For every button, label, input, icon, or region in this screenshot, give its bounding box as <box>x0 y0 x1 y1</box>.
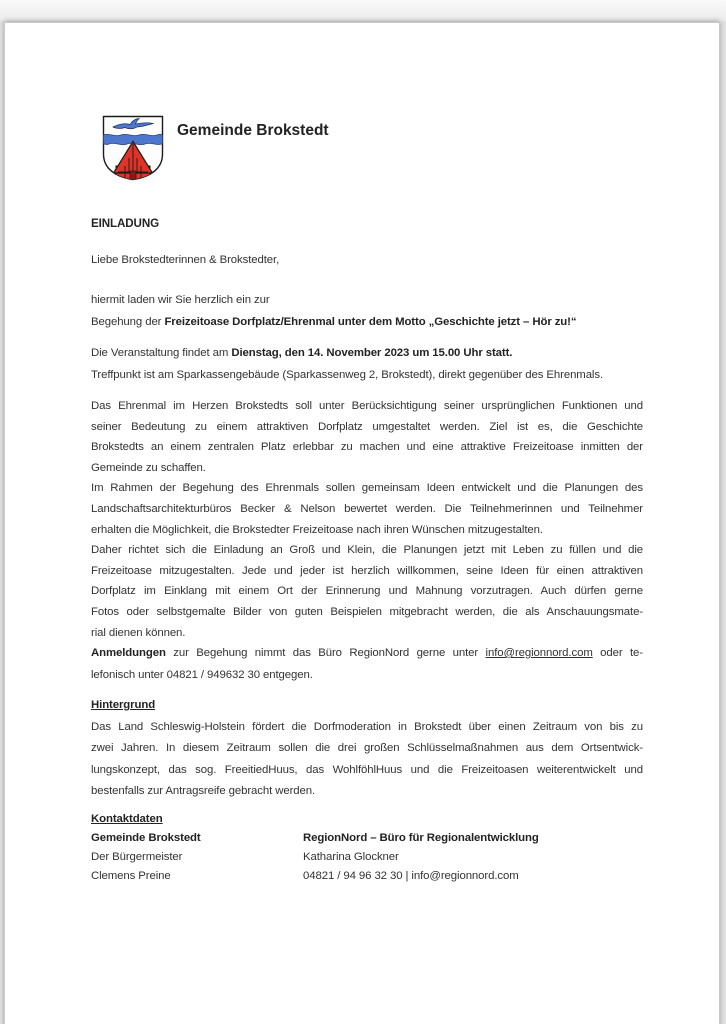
body-line: Brokstedts an einem zentralen Platz erlebbar zu machen und eine attraktive Freizeitoase inmitten der <box>91 441 643 454</box>
registration-line-1 <box>91 643 643 665</box>
body-line: erhalten die Möglichkeit, die Brokstedter Freizeitoase nach ihren Wünschen mitzugestalten. <box>91 523 543 536</box>
body-line: Gemeinde zu schaffen. <box>91 461 206 474</box>
brokstedt-crest-icon <box>101 114 165 182</box>
contact-right-column <box>303 829 643 886</box>
body-line: rial dienen können. <box>91 626 186 639</box>
org-title: Gemeinde Brokstedt <box>177 122 329 139</box>
intro-line-2-bold: Freizeitoase Dorfplatz/Ehrenmal unter dem Motto „Geschichte jetzt – Hör zu!“ <box>164 315 577 328</box>
intro-line-2-regular: Begehung der <box>91 315 165 328</box>
letter-header <box>91 112 643 182</box>
contact-left-name: Clemens Preine <box>91 870 171 882</box>
contact-heading: Kontaktdaten <box>91 813 163 825</box>
body-line: Fotos oder selbstgemalte Bilder von guten Beispielen mitgebracht werden, die als Anschauungsmate- <box>91 605 643 618</box>
contact-left-role: Der Bürgermeister <box>91 851 183 863</box>
contact-right-name: Katharina Glockner <box>303 851 399 863</box>
crest-house-door <box>130 171 136 180</box>
body-line: Freizeitoase mitzugestalten. Jede und jeder ist herzlich willkommen, seine Ideen für einen attraktiven <box>91 564 643 577</box>
event-line-1-regular: Die Veranstaltung findet am <box>91 347 232 359</box>
background-line: zwei Jahren. In diesem Zeitraum sollen die drei großen Schlüsselmaßnahmen aus dem Ortsentwick- <box>91 742 643 754</box>
event-line-1 <box>91 343 643 365</box>
event-line-2: Treffpunkt ist am Sparkassengebäude (Sparkassenweg 2, Brokstedt), direkt gegenüber des Ehrenmals. <box>91 368 604 381</box>
email-link: info@regionnord.com <box>485 647 593 659</box>
body-line: Im Rahmen der Begehung des Ehrenmals sollen gemeinsam Ideen entwickelt und die Planungen des <box>91 482 643 495</box>
registration-paragraph <box>91 643 643 686</box>
body-line: seiner Bedeutung zu einem attraktiven Dorfplatz umgestaltet werden. Ziel ist es, die Geschichte <box>91 420 643 433</box>
body-line: Landschaftsarchitekturbüros Becker & Nelson bewertet werden. Die Teilnehmerinnen und Teilnehmer <box>91 502 643 515</box>
contact-right-org: RegionNord – Büro für Regionalentwicklung <box>303 832 539 844</box>
contact-section <box>91 810 643 882</box>
background-line: Das Land Schleswig-Holstein fördert die Dorfmoderation in Brokstedt über einen Zeitraum von bis zu <box>91 720 643 733</box>
background-line: lungskonzept, das sog. FreeitiedHuus, das WohlföhlHuus und die Freizeitoasen weiterentwickelt und <box>91 763 643 776</box>
letter-title: EINLADUNG <box>91 217 160 230</box>
body-paragraph <box>91 396 643 643</box>
event-paragraph <box>91 343 643 386</box>
body-line: Das Ehrenmal im Herzen Brokstedts soll unter Berücksichtigung seiner ursprünglichen Funktionen und <box>91 400 643 412</box>
intro-line-2 <box>91 312 643 334</box>
contact-left-column <box>91 829 303 886</box>
background-section <box>91 695 643 803</box>
event-line-1-bold: Dienstag, den 14. November 2023 um 15.00 Uhr statt. <box>231 347 513 359</box>
background-line: bestenfalls zur Antragsreife gebracht werden. <box>91 785 316 797</box>
intro-line-1: hiermit laden wir Sie herzlich ein zur <box>91 294 270 306</box>
contact-right-phone-email: 04821 / 94 96 32 30 | info@regionnord.com <box>303 870 519 882</box>
body-line: Daher richtet sich die Einladung an Groß und Klein, die Planungen jetzt mit Leben zu füllen und die <box>91 544 643 557</box>
registration-tail: oder te- <box>592 647 643 659</box>
background-heading: Hintergrund <box>91 699 156 711</box>
document-page <box>4 22 720 1024</box>
salutation-text: Liebe Brokstedterinnen & Brokstedter, <box>91 254 280 266</box>
intro-paragraph <box>91 290 643 333</box>
registration-bold: Anmeldungen <box>91 647 166 659</box>
contact-left-org: Gemeinde Brokstedt <box>91 832 201 844</box>
registration-line-2: lefonisch unter 04821 / 949632 30 entgegen. <box>91 668 313 681</box>
letter-content <box>91 23 643 1024</box>
body-line: Dorfplatz im Einklang mit einem Ort der Erinnerung und Mahnung vorzutragen. Auch dürfen gerne <box>91 585 643 598</box>
registration-middle: zur Begehung nimmt das Büro RegionNord gerne unter <box>165 647 486 659</box>
